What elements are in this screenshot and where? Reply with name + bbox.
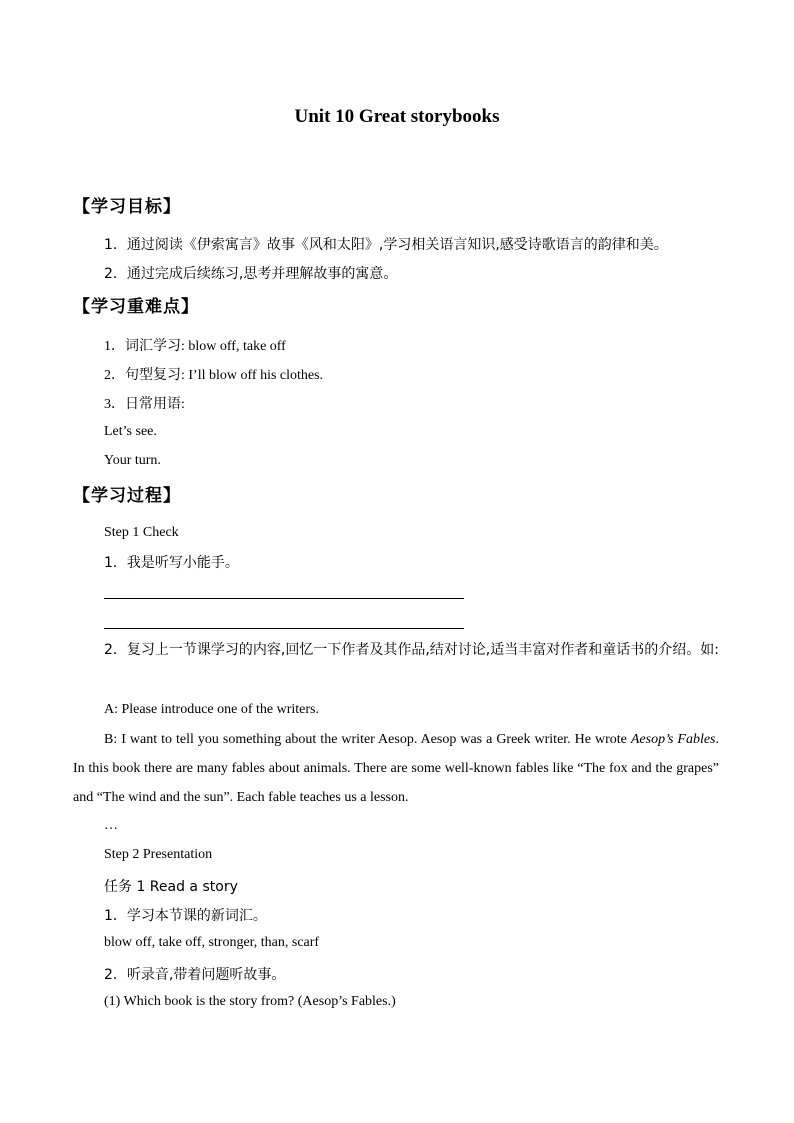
process-item: 2．听录音,带着问题听故事。 <box>104 967 286 983</box>
key-point-item: 3．日常用语: <box>104 397 185 412</box>
document-title: Unit 10 Great storybooks <box>294 106 500 127</box>
objective-item: 2．通过完成后续练习,思考并理解故事的寓意。 <box>104 266 398 282</box>
dialog-b-start: B: I want to tell you something about the writer Aesop. Aesop was a Greek writer. He wrote <box>104 732 627 747</box>
dialog-line-a: A: Please introduce one of the writers. <box>104 702 319 717</box>
book-title: Aesop’s Fables <box>630 732 716 747</box>
key-point-item: 2．句型复习: I’ll blow off his clothes. <box>104 368 324 383</box>
dictation-blank-line <box>104 598 464 599</box>
heading-learning-objectives: 【学习目标】 <box>73 197 181 217</box>
heading-learning-process: 【学习过程】 <box>73 486 181 506</box>
process-item: 1．学习本节课的新词汇。 <box>104 908 267 924</box>
process-item: 1．我是听写小能手。 <box>104 555 239 571</box>
dictation-blank-line <box>104 628 464 629</box>
key-point-item: 1．词汇学习: blow off, take off <box>104 339 286 354</box>
task-label: 任务 1 Read a story <box>104 879 238 895</box>
ellipsis: … <box>104 818 118 833</box>
expression-line: Let’s see. <box>104 424 157 439</box>
dialog-line-b <box>73 725 719 812</box>
expression-line: Your turn. <box>104 453 161 468</box>
step-label: Step 2 Presentation <box>104 847 213 862</box>
question-line: (1) Which book is the story from? (Aesop’s Fables.) <box>104 994 396 1009</box>
dialog-b-rest: . In this book there are many fables about animals. There are some well-known fables like “The fox and the grapes” and “The wind and the sun”. Each fable teaches us a lesson. <box>73 732 719 805</box>
vocabulary-line: blow off, take off, stronger, than, scarf <box>104 935 320 950</box>
objective-item: 1．通过阅读《伊索寓言》故事《风和太阳》,学习相关语言知识,感受诗歌语言的韵律和美。 <box>104 237 668 253</box>
review-instruction: 2．复习上一节课学习的内容,回忆一下作者及其作品,结对讨论,适当丰富对作者和童话书的介绍。如: <box>104 642 719 658</box>
heading-key-points: 【学习重难点】 <box>73 297 199 317</box>
step-label: Step 1 Check <box>104 525 179 540</box>
